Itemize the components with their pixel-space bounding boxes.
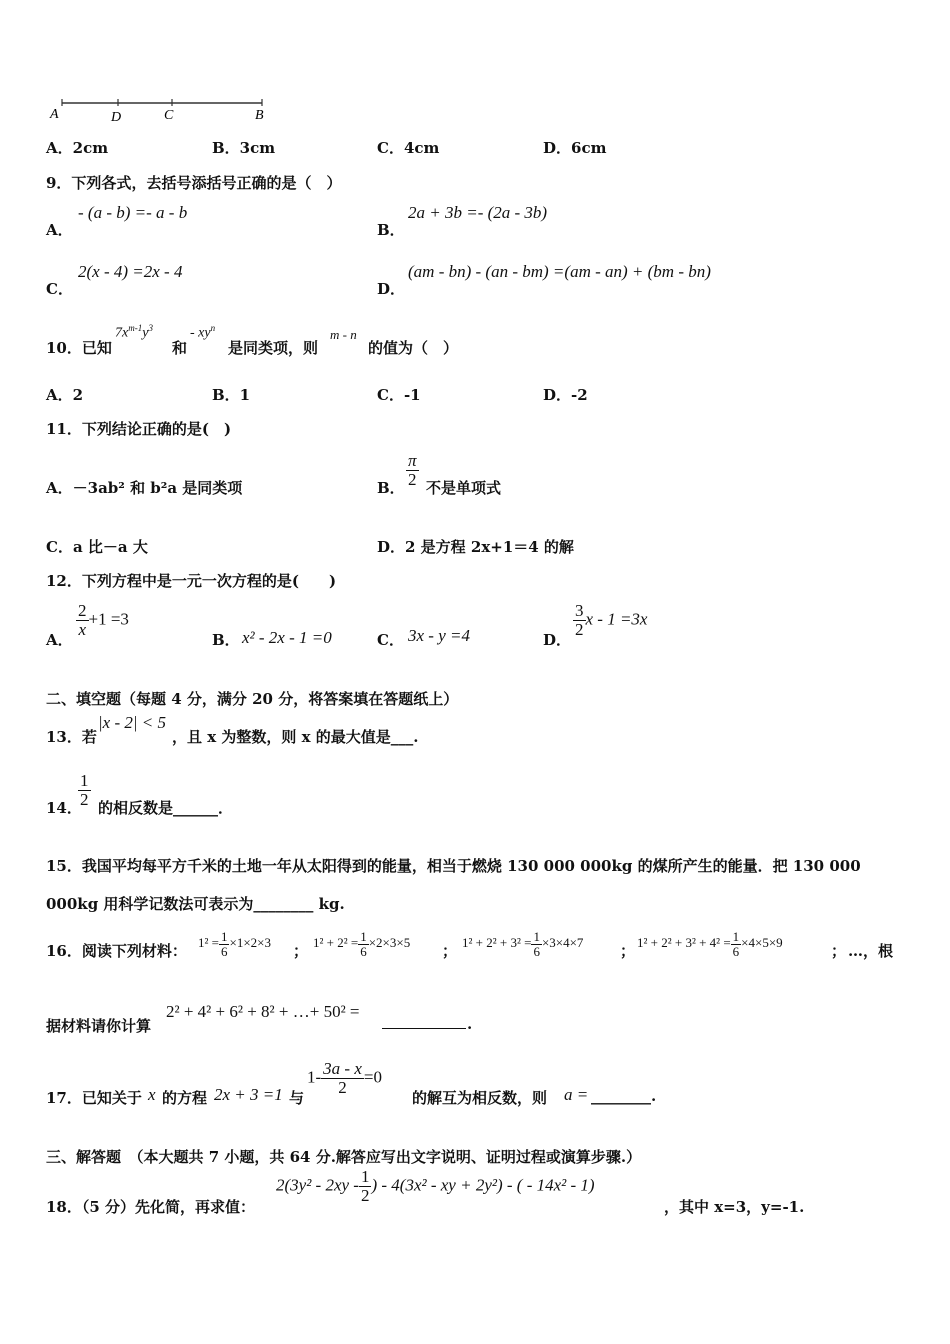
q9-stem: 9．下列各式，去括号添括号正确的是（ ） — [46, 174, 342, 192]
q17-answer-blank[interactable]: ________. — [591, 1087, 657, 1105]
q12-d-label: D． — [543, 631, 572, 649]
q16-sep-3: ； — [620, 942, 636, 960]
q9-b-expr: 2a + 3b =- (2a - 3b) — [408, 203, 548, 222]
q9-b-label: B． — [377, 221, 405, 239]
q16-formula-2: 1² + 2² = $\frac{1}{6}$ ×2×3×5 — [313, 929, 411, 959]
q9-a-label: A． — [46, 221, 73, 239]
label-a: A — [50, 107, 59, 122]
q11-option-c: C．a 比－a 大 — [46, 538, 148, 556]
q13-suffix: ，且 x 为整数，则 x 的最大值是___. — [172, 728, 419, 746]
q17-mid1: 的方程 — [162, 1089, 208, 1107]
q11-b-text: 不是单项式 — [426, 479, 502, 497]
q11-option-a: A．－3ab² 和 b²a 是同类项 — [46, 479, 243, 497]
q12-a-expr: $\frac{2}{x}$ +1 =3 — [78, 601, 129, 639]
q18-suffix: ，其中 x=3，y=-1. — [664, 1198, 805, 1216]
q11-option-d: D．2 是方程 2x+1＝4 的解 — [377, 538, 574, 556]
q12-a-label: A． — [46, 631, 73, 649]
q14-suffix: 的相反数是______． — [98, 799, 234, 817]
q18-expression: 2(3y² - 2xy - $\frac{1}{2}$ ) - 4(3x² - xy + 2y²) - ( - 14x² - 1) — [276, 1167, 595, 1205]
q8-option-c: C．4cm — [377, 139, 440, 157]
pi-numerator: π — [408, 451, 417, 470]
section2-heading: 二、填空题（每题 4 分，满分 20 分，将答案填在答题纸上） — [46, 690, 459, 708]
label-d: D — [111, 110, 122, 125]
q10-option-b: B．1 — [212, 386, 251, 404]
q16-sep-2: ； — [442, 942, 458, 960]
q17-a-eq: a = — [564, 1085, 589, 1104]
q10-option-a: A．2 — [46, 386, 84, 404]
q18-prefix: 18．（5 分）先化简，再求值： — [46, 1198, 256, 1216]
q10-expr3: m - n — [330, 327, 357, 342]
q17-mid2: 与 — [289, 1089, 305, 1107]
q16-prefix: 16．阅读下列材料： — [46, 942, 187, 960]
q13-expr: |x - 2| < 5 — [98, 713, 167, 732]
q16-formula-3: 1² + 2² + 3² = $\frac{1}{6}$ ×3×4×7 — [462, 929, 584, 959]
q12-d-expr: $\frac{3}{2}$ x - 1 =3x — [575, 601, 648, 639]
q9-d-label: D． — [377, 280, 406, 298]
label-b: B — [255, 108, 264, 123]
q9-c-label: C． — [46, 280, 73, 298]
q9-d-expr: (am - bn) - (an - bm) =(am - an) + (bm - bn) — [408, 262, 711, 281]
q8-option-a: A．2cm — [46, 139, 109, 157]
q17-suffix: 的解互为相反数，则 — [412, 1089, 548, 1107]
q12-stem: 12．下列方程中是一元一次方程的是( ) — [46, 572, 337, 590]
q14-fraction: $\frac{1}{2}$ — [80, 771, 89, 809]
q10-option-d: D．-2 — [543, 386, 588, 404]
q16-sep-4: ； — [831, 942, 847, 960]
q17-equation-2: 1- $\frac{3a - x}{2}$ =0 — [307, 1059, 382, 1097]
q17-prefix: 17．已知关于 — [46, 1089, 142, 1107]
q12-b-label: B． — [212, 631, 240, 649]
q9-c-expr: 2(x - 4) =2x - 4 — [78, 262, 183, 281]
pi-denominator: 2 — [408, 469, 417, 489]
q11-b-label: B． — [377, 479, 405, 497]
segment-figure — [48, 96, 278, 126]
q10-prefix: 10．已知 — [46, 339, 112, 357]
q16-formula-4: 1² + 2² + 3² + 4² = $\frac{1}{6}$ ×4×5×9 — [637, 929, 783, 959]
q16-ellipsis: …，根 — [848, 942, 894, 960]
q12-c-label: C． — [377, 631, 404, 649]
q16-formula-1: 1² = $\frac{1}{6}$ ×1×2×3 — [198, 929, 271, 959]
q15-line2: 000kg 用科学记数法可表示为________ kg. — [46, 895, 345, 913]
label-c: C — [164, 108, 174, 123]
q8-option-b: B．3cm — [212, 139, 276, 157]
q10-expr2: - $xy^n$ — [190, 323, 216, 341]
q17-equation-1: 2x + 3 =1 — [214, 1085, 283, 1104]
q12-b-expr: x² - 2x - 1 =0 — [242, 628, 332, 647]
q9-a-expr: - (a - b) =- a - b — [78, 203, 188, 222]
q10-expr1: $7x^{m-1}y^3$ — [115, 323, 153, 341]
q11-b-fraction — [406, 452, 419, 489]
q12-c-expr: 3x - y =4 — [408, 626, 470, 645]
q10-mid: 是同类项，则 — [228, 339, 319, 357]
q13-prefix: 13．若 — [46, 728, 97, 746]
q11-stem: 11．下列结论正确的是( ) — [46, 420, 232, 438]
q10-and: 和 — [172, 339, 188, 357]
q16-period: . — [467, 1015, 473, 1033]
section3-heading: 三、解答题 （本大题共 7 小题，共 64 分.解答应写出文字说明、证明过程或演算步骤.） — [46, 1148, 642, 1166]
q8-option-d: D．6cm — [543, 139, 607, 157]
q17-x: x — [148, 1085, 156, 1104]
q16-line2-expr: 2² + 4² + 6² + 8² + …+ 50² = — [166, 1002, 360, 1021]
q16-line2-prefix: 据材料请你计算 — [46, 1017, 152, 1035]
q16-answer-blank[interactable] — [382, 1014, 466, 1033]
q10-suffix: 的值为（ ） — [368, 339, 459, 357]
q15-line1: 15．我国平均每平方千米的土地一年从太阳得到的能量，相当于燃烧 130 000 000kg 的煤所产生的能量．把 130 000 — [46, 857, 861, 875]
q16-sep-1: ； — [293, 942, 309, 960]
q14-prefix: 14． — [46, 799, 82, 817]
q10-option-c: C．-1 — [377, 386, 421, 404]
